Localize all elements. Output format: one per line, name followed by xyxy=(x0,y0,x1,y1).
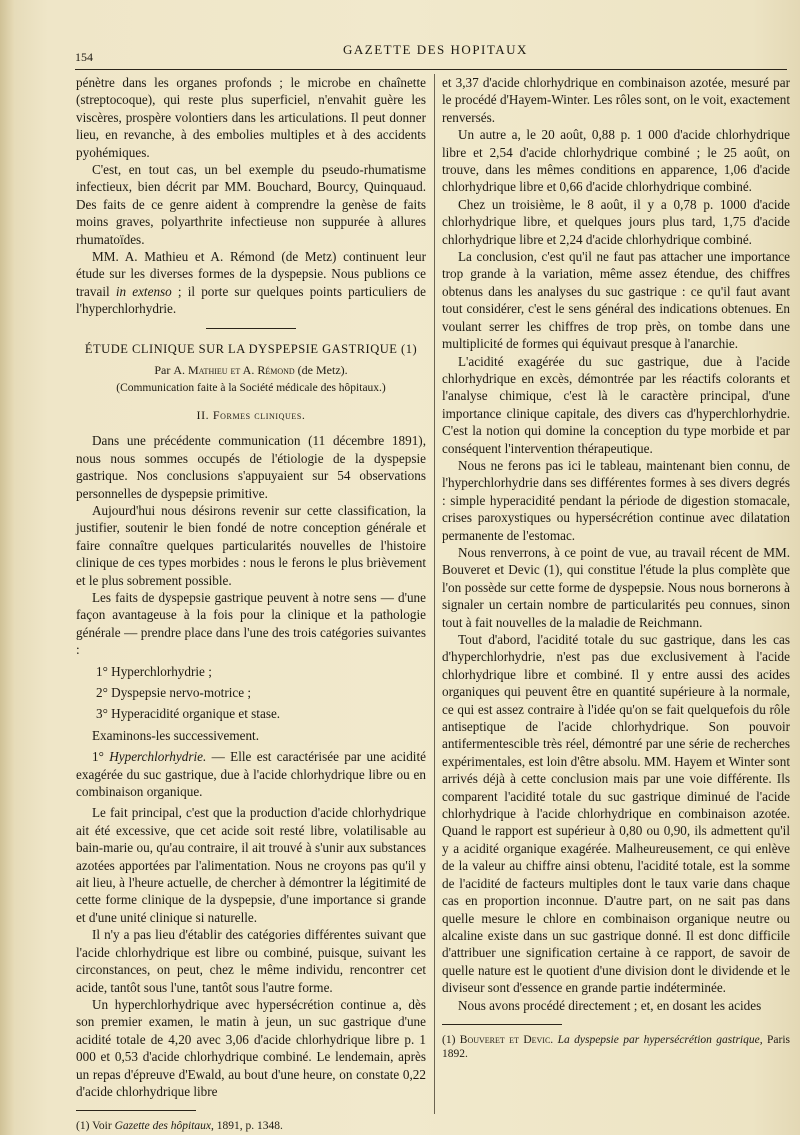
italic-text: in extenso xyxy=(115,283,172,299)
article-title: ÉTUDE CLINIQUE SUR LA DYSPEPSIE GASTRIQUE (1) xyxy=(84,341,418,356)
page-edge-shadow xyxy=(0,0,14,1135)
paragraph: Un hyperchlorhydrique avec hypersécrétion continue a, dès son premier examen, le matin à jeun, un suc gastrique d'une acidité totale de 4,20 avec 3,06 d'acide chlorhydrique libre p. 1 000 et 0,53 d'acide chlorhydrique combiné. Le lendemain, après un repas d'épreuve d'Ewald, au bout d'une heure, on constate 0,22 d'acide chlorhydrique libre xyxy=(76,996,426,1099)
text-run: (1) Bouveret et Devic. xyxy=(442,1033,558,1046)
footnote-rule xyxy=(76,1110,196,1111)
list-item: 1° Hyperchlorhydrie ; xyxy=(96,663,212,679)
paragraph: Un autre a, le 20 août, 0,88 p. 1 000 d'acide chlorhydrique libre et 2,54 d'acide chlorhydrique combiné ; le 25 août, on trouve, dans les mêmes conditions en apparence, 1,06 d'acide chlorhydrique libre et 0,66 d'acide chlorhydrique combiné. xyxy=(442,127,790,195)
paragraph: Il n'y a pas lieu d'établir des catégories différentes suivant que l'acide chlorhydrique est libre ou combiné, puisque, suivant les circonstances, on peut, chez le même individu, rencontrer cet acide, tantôt sous l'une, tantôt sous l'autre forme. xyxy=(76,927,426,995)
paragraph: Tout d'abord, l'acidité totale du suc gastrique, dans les cas d'hyperchlorhydrie, n'est pas due exclusivement à l'acide chlorhydrique libre et combiné. Il y entre aussi des acides organiques qui peuvent être en quantité supérieure à la normale, ce qui est assez contraire à l'idée qu'on se fait quelquefois du rôle antiseptique de l'acide chlorhydrique. Son pouvoir antifermentescible très réel, démontré par une série de recherches expérimentales, est loin d'être absolu. MM. Hayem et Winter sont arrivés déjà à cette conclusion mais par une voie différente. Ils comparent l'acidité totale du suc gastrique diminué de l'acide chlorhydrique à l'acide chlorhydrique en combinaison azotée. Quand le rapport est supérieur à 0,80 ou 0,90, ils admettent qu'il y a acidité organique exagérée. Malheureusement, ce qui enlève de la valeur au chiffre ainsi obtenu, l'acidité totale, est la somme de l'acidité de facteurs multiples dont le taux varie dans chaque cas en proportion inconnue. D'autre part, on ne sait pas dans quelle mesure le chlore en combinaison organique neutre ou alcaline existe dans un suc gastrique donné. Il est donc difficile d'attribuer une signification certaine à ce rapport, de savoir de quelle nature est le quotient d'une division dont le dividende et le diviseur sont d'essence en grande partie indéterminée. xyxy=(442,632,790,996)
italic-text: La dyspepsie par hypersécrétion gastrique, xyxy=(557,1033,763,1046)
footnote xyxy=(442,1033,790,1061)
column-divider xyxy=(434,74,435,1114)
paragraph: Examinons-les successivement. xyxy=(92,727,260,743)
byline-authors: A. Mathieu et A. Rémond xyxy=(173,363,295,378)
text-run: — Elle est caractérisée par une acidité exagérée du suc gastrique, due à l'acide chlorhydrique libre ou en combinaison organique. xyxy=(76,749,426,800)
paragraph: Aujourd'hui nous désirons revenir sur cette classification, la justifier, soutenir le bien fondé de notre conception générale et faire connaître quelques particularités nouvelles de l'histoire clinique de ces types morbides : nous le ferons le plus brièvement et le plus sobrement possible. xyxy=(76,502,426,588)
text-run: ; il porte sur quelques points particuliers de l'hyperchlorhydrie. xyxy=(76,283,426,317)
page-header xyxy=(75,40,790,62)
paragraph: et 3,37 d'acide chlorhydrique en combinaison azotée, mesuré par le procédé d'Hayem-Winter. Les rôles sont, on le voit, exactement renversés. xyxy=(442,75,790,125)
byline-prefix: Par xyxy=(154,363,174,378)
list-item: 3° Hyperacidité organique et stase. xyxy=(96,706,281,722)
paragraph: Les faits de dyspepsie gastrique peuvent à notre sens — d'une façon avantageuse à la fois pour la clinique et la pathologie générale — prendre place dans l'une des trois catégories suivantes : xyxy=(76,589,426,658)
communication-note: (Communication faite à la Société médicale des hôpitaux.) xyxy=(116,381,386,394)
text-run: Paris 1892. xyxy=(442,1033,790,1060)
right-column xyxy=(442,74,790,1061)
paragraph xyxy=(76,748,426,800)
footnote xyxy=(76,1119,426,1133)
paragraph: L'acidité exagérée du suc gastrique, due à l'acide chlorhydrique en excès, démontrée par les réactifs colorants et l'analyse chimique, c'est là le caractère principal, d'une importance clinique capitale, des divers cas d'hyperchlorhydrie. C'est la notion qui domine la conception du type morbide et par conséquent l'intervention thérapeutique. xyxy=(442,353,790,456)
left-column xyxy=(76,74,426,1133)
header-rule xyxy=(75,69,787,70)
byline xyxy=(76,362,426,379)
paragraph: pénètre dans les organes profonds ; le microbe en chaînette (streptocoque), qui reste plus superficiel, n'envahit guère les viscères, prospère volontiers dans les articulations. Il peut donner lieu, en revanche, à des embolies multiples et à des accidents pyohémiques. xyxy=(76,75,426,160)
italic-text: Gazette des hôpitaux xyxy=(114,1120,212,1133)
text-run: , 1891, p. 1348. xyxy=(211,1120,283,1133)
text-run: MM. A. Mathieu et A. Rémond (de Metz) continuent leur étude sur les diverses formes de la dyspepsie. Nous publions ce travail xyxy=(76,249,426,299)
footnote-rule xyxy=(442,1024,562,1025)
text-run: 1° xyxy=(92,749,110,765)
journal-title: GAZETTE DES HOPITAUX xyxy=(343,42,528,57)
paragraph: C'est, en tout cas, un bel exemple du pseudo-rhumatisme infectieux, bien décrit par MM. Bouchard, Bourcy, Quinquaud. Des faits de ce genre aident à comprendre la genèse de faits moins graves, polyarthrite infectieuse non suppurée à allures rhumatoïdes. xyxy=(76,162,426,247)
list-item: 2° Dyspepsie nervo-motrice ; xyxy=(96,685,252,700)
italic-text: Hyperchlorhydrie. xyxy=(109,749,207,765)
section-separator xyxy=(206,328,296,329)
page-number: 154 xyxy=(75,50,93,64)
paragraph: Chez un troisième, le 8 août, il y a 0,78 p. 1000 d'acide chlorhydrique libre, et quelques jours plus tard, 1,75 d'acide chlorhydrique libre et 2,24 d'acide chlorhydrique combiné. xyxy=(442,196,790,247)
section-heading: II. Formes cliniques. xyxy=(196,407,306,422)
byline-suffix: (de Metz). xyxy=(294,363,348,378)
paragraph: La conclusion, c'est qu'il ne faut pas attacher une importance trop grande à la variation, même assez étendue, des chiffres obtenus dans les analyses du suc gastrique : ce qu'il faut avant tout considérer, c'est le sens général des indications obtenues. En voulant serrer les chiffres de trop près, on tombe dans une multiplicité de formes qui équivaut presque à l'anarchie. xyxy=(442,249,790,352)
editorial-note xyxy=(76,248,426,318)
paragraph: Le fait principal, c'est que la production d'acide chlorhydrique ait été excessive, que cet acide soit resté libre, volatilisable au bain-marie ou, qu'au contraire, il ait trouvé à s'unir aux substances azotées apportées par l'alimentation. Nous ne croyons pas qu'il y ait lieu, à l'heure actuelle, de chercher à démontrer la légitimité de cette forme clinique de la dyspepsie, d'une importance si grande et d'une unité clinique si naturelle. xyxy=(76,805,426,925)
paragraph: Dans une précédente communication (11 décembre 1891), nous nous sommes occupés de l'étiologie de la dyspepsie gastrique. Nos conclusions s'appuyaient sur 54 observations personnelles de dyspepsie primitive. xyxy=(76,433,426,501)
paragraph: Nous avons procédé directement ; et, en dosant les acides xyxy=(458,997,762,1013)
paragraph: Nous ne ferons pas ici le tableau, maintenant bien connu, de l'hyperchlorhydrie dans ses différentes formes à ses divers degrés : simple hyperacidité pendant la période de digestion stomacale, crises paroxystiques ou hypersécrétion continue avec dilatation permanente de l'estomac. xyxy=(442,457,790,543)
text-run: (1) Voir xyxy=(76,1120,115,1133)
paragraph: Nous renverrons, à ce point de vue, au travail récent de MM. Bouveret et Devic (1), qui constitue l'étude la plus complète que l'on possède sur cette forme de dyspepsie. Nous nous bornerons à signaler un certain nombre de particularités peu connues, sinon tout à fait nouvelles de la maladie de Reichmann. xyxy=(442,544,790,630)
